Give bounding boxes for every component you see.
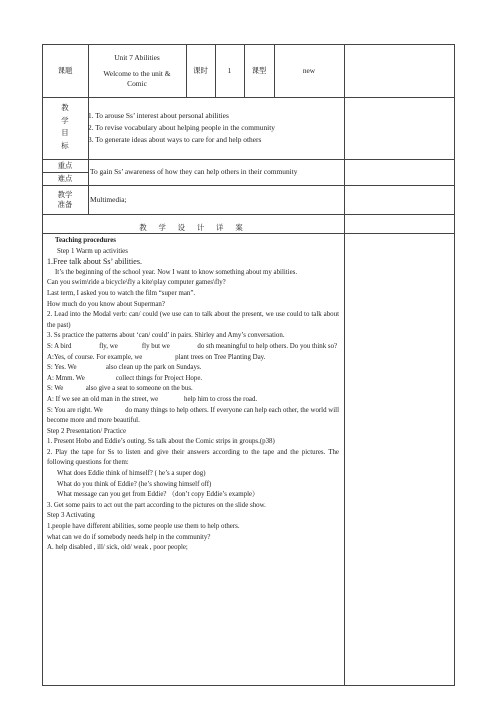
design-title: 教 学 设 计 详 案 (139, 223, 248, 232)
procedure-line: A: If we see an old man in the street, we help him to cross the road. (47, 395, 258, 403)
key-points-text: To gain Ss’ awareness of how they can help others in their community (90, 167, 298, 176)
procedure-line: What do you think of Eddie? (he’s showing himself off) (57, 480, 212, 488)
procedure-line: Last term, I asked you to watch the film “super man”. (47, 289, 196, 297)
procedure-line: A: Mmm. We collect things for Project Hope. (47, 374, 203, 382)
procedure-line: S: We also give a seat to someone on the bus. (47, 385, 193, 393)
unit-title: Unit 7 Abilities (114, 52, 160, 62)
course-label: 课题 (57, 65, 73, 75)
procedure-line: Step 2 Presentation/ Practice (47, 427, 127, 435)
table-divider (344, 44, 345, 686)
objectives-label-char: 目 (61, 128, 69, 137)
procedure-line: S: A bird fly, we fly but we do sth meaningful to help others. Do you think so? (47, 342, 338, 350)
procedure-line: How much do you know about Superman? (47, 300, 165, 308)
objective-item: 3. To generate ideas about ways to care for and help others (88, 135, 262, 144)
preparation-label (42, 185, 88, 214)
objectives-label-char: 教 (61, 103, 69, 112)
objective-item: 2. To revise vocabulary about helping people in the community (88, 123, 275, 132)
procedure-line: 1.Free talk about Ss’ abilities. (47, 257, 142, 267)
procedure-line: S: You are right. We do many things to help others. If everyone can help each other, the world will become more and more beautiful. (47, 406, 341, 425)
teaching-procedures (47, 236, 339, 554)
procedure-line: 2. Lead into the Modal verb: can/ could (we use can to talk about the present, we use could to talk about the past) (47, 311, 339, 329)
difficult-points-label: 难点 (57, 173, 73, 183)
type-label: 课型 (251, 65, 267, 75)
key-points-label: 重点 (57, 160, 73, 170)
procedures-heading: Teaching procedures (55, 237, 116, 244)
table-divider (42, 233, 455, 234)
preparation-label-line2: 准备 (57, 199, 73, 209)
objectives-label-char: 学 (61, 115, 69, 125)
preparation-text: Multimedia; (90, 194, 127, 204)
period-label: 课时 (193, 65, 208, 75)
procedure-line: What message can you get from Eddie? （don’t copy Eddie’s example） (57, 491, 259, 499)
procedure-line: It’s the beginning of the school year. Now I want to know something about my abilities. (55, 268, 298, 276)
procedure-line: Can you swim\ride a bicycle\fly a kite\play computer games\fly? (47, 279, 226, 287)
lesson-title-cell (88, 44, 186, 97)
procedure-line: What does Eddie think of himself? ( he’s a super dog) (57, 470, 206, 478)
procedure-line: what can we do if somebody needs help in the community? (47, 533, 211, 541)
procedure-line: 2. Play the tape for Ss to listen and give their answers according to the tape and the pictures. The following questions for them: (47, 448, 339, 467)
procedure-line: Step 3 Activating (47, 512, 95, 520)
procedure-line: 3. Get some pairs to act out the part according to the pictures on the slide show. (47, 501, 266, 509)
procedure-line: 1.people have different abilities, some people use them to help others. (47, 523, 240, 531)
table-divider (42, 214, 455, 215)
period-value: 1 (227, 65, 232, 75)
lesson-title-line2: Comic (127, 78, 147, 88)
procedure-line: A. help disabled , ill/ sick, old/ weak , poor people; (47, 544, 188, 552)
procedure-line: S: Yes. We also clean up the park on Sundays. (47, 364, 202, 372)
table-divider (42, 97, 455, 98)
lesson-title-line1: Welcome to the unit & (103, 68, 171, 78)
objectives-list (88, 110, 275, 146)
objectives-label-char: 标 (61, 140, 69, 150)
objectives-label (42, 102, 88, 152)
type-value: new (302, 65, 316, 75)
objective-item: 1. To arouse Ss’ interest about personal abilities (88, 111, 229, 120)
preparation-label-line1: 教学 (57, 189, 73, 199)
procedure-line: 3. Ss practice the patterns about ‘can/ could’ in pairs. Shirley and Amy’s conversation. (47, 332, 285, 340)
procedure-line: 1. Present Hobo and Eddie’s outing. Ss talk about the Comic strips in groups.(p38) (47, 438, 275, 446)
procedure-line: Step 1 Warm up activities (57, 247, 128, 255)
procedure-line: A:Yes, of course. For example, we plant trees on Tree Planting Day. (47, 353, 266, 361)
